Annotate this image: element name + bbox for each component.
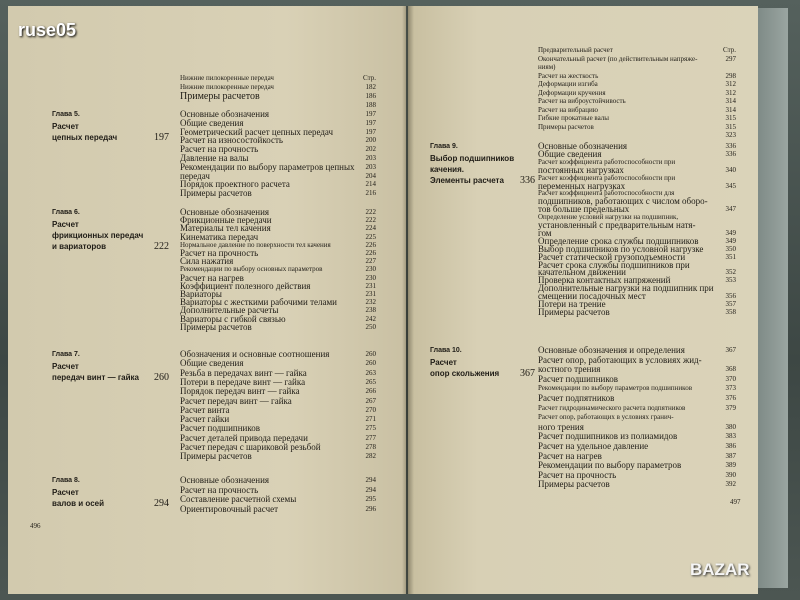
chapter-label: Глава 9. bbox=[430, 143, 458, 150]
toc-entry-text: костного трения bbox=[538, 364, 601, 375]
toc-page-number: 347 bbox=[725, 205, 736, 214]
toc-entry-text: Основные обозначения bbox=[180, 475, 270, 485]
toc-entry-text: Примеры расчетов bbox=[180, 188, 252, 199]
toc-entry-text: ниям) bbox=[538, 63, 556, 71]
page-number: 497 bbox=[730, 498, 741, 506]
toc-entry-text: гом bbox=[538, 227, 552, 238]
watermark-ruse05: ruse05 bbox=[18, 20, 77, 40]
chapter-label: Глава 6. bbox=[52, 209, 80, 216]
toc-page-number: 186 bbox=[365, 92, 376, 100]
toc-page-number: 182 bbox=[365, 83, 376, 91]
toc-entry-text: Расчет винта bbox=[180, 404, 230, 415]
toc-entry-text: Вариаторы с жесткими рабочими телами bbox=[180, 297, 337, 308]
toc-page-number: 352 bbox=[725, 268, 736, 277]
toc-page-number: 376 bbox=[725, 394, 736, 402]
toc-entry-text: Расчет подшипников bbox=[180, 423, 261, 434]
toc-entry-text: Расчет статической грузоподъемности bbox=[538, 251, 686, 262]
toc-entry-text: Расчет подшипников bbox=[538, 373, 619, 384]
toc-page-number: 358 bbox=[725, 307, 736, 316]
chapter-title: Расчет bbox=[52, 488, 79, 497]
toc-page-number: 373 bbox=[725, 384, 736, 393]
toc-page-number: 231 bbox=[365, 281, 376, 290]
toc-page-number: 204 bbox=[365, 171, 376, 180]
toc-page-number: Стр. bbox=[363, 74, 376, 82]
toc-entry-text: Примеры расчетов bbox=[538, 479, 610, 490]
toc-page-number: 250 bbox=[365, 322, 376, 331]
toc-page-number: 386 bbox=[725, 442, 736, 450]
toc-entry-text: Рекомендации по выбору параметров цепных bbox=[180, 161, 355, 172]
toc-entry-text: смещении посадочных мест bbox=[538, 291, 646, 302]
toc-page-number: 297 bbox=[725, 54, 736, 63]
toc-page-number: 390 bbox=[725, 470, 736, 479]
toc-page-number: 312 bbox=[725, 80, 736, 88]
toc-entry-text: Расчет на виброустойчивость bbox=[538, 97, 626, 105]
toc-entry-text: Нижние пилокоренные передач bbox=[180, 74, 274, 82]
toc-entry-text: Общие сведения bbox=[538, 148, 602, 159]
toc-entry-text: Нормальное давление по поверхности тел качения bbox=[180, 240, 331, 249]
toc-entry-text: Выбор подшипников по условной нагрузке bbox=[538, 243, 704, 254]
toc-entry-text: Примеры расчетов bbox=[180, 451, 252, 462]
toc-entry-text: Геометрический расчет цепных передач bbox=[180, 126, 334, 137]
toc-entry-text: Определение условий нагрузки на подшипник, bbox=[538, 213, 679, 222]
chapter-start-page: 222 bbox=[154, 241, 169, 252]
toc-page-number: 222 bbox=[365, 208, 376, 216]
toc-page-number: 349 bbox=[725, 236, 736, 245]
toc-entry-text: Вариаторы с гибкой связью bbox=[180, 313, 286, 324]
book-gutter bbox=[402, 6, 414, 594]
toc-entry-text: Порядок проектного расчета bbox=[180, 179, 290, 190]
toc-page-number: 216 bbox=[365, 189, 376, 198]
toc-entry-text: Примеры расчетов bbox=[538, 306, 610, 317]
toc-entry-text: Деформации изгиба bbox=[538, 80, 598, 88]
toc-entry-text: Нижние пилокоренные передач bbox=[180, 83, 274, 91]
book-cover-edge bbox=[758, 8, 788, 588]
toc-page-number: 387 bbox=[725, 451, 736, 460]
toc-entry-text: Расчет опор, работающих в условиях жид- bbox=[538, 354, 702, 365]
toc-page-number: 314 bbox=[725, 97, 736, 105]
toc-entry-text: переменных нагрузках bbox=[538, 180, 626, 191]
toc-page-number: 242 bbox=[365, 314, 376, 323]
toc-entry-text: Расчет передач с шариковой резьбой bbox=[180, 442, 321, 452]
toc-entry-text: Коэффициент полезного действия bbox=[180, 280, 311, 291]
toc-entry-text: Давление на валы bbox=[180, 153, 249, 163]
chapter-start-page: 336 bbox=[520, 175, 535, 186]
toc-page-number: 282 bbox=[365, 452, 376, 461]
chapter-title: Расчет bbox=[52, 220, 79, 229]
toc-page-number: 214 bbox=[365, 180, 376, 189]
toc-page-number: 315 bbox=[725, 114, 736, 122]
toc-entry-text: Расчет на прочность bbox=[538, 469, 617, 480]
toc-entry-text: Резьба в передачах винт — гайка bbox=[180, 367, 307, 378]
chapter-title: Расчет bbox=[430, 358, 457, 367]
chapter-start-page: 367 bbox=[520, 368, 535, 379]
toc-page-number: 200 bbox=[365, 136, 376, 145]
toc-page-number: 368 bbox=[725, 365, 736, 374]
toc-page-number: 389 bbox=[725, 461, 736, 470]
open-book bbox=[2, 6, 800, 598]
toc-page-number: 336 bbox=[725, 142, 736, 150]
chapter-title: фрикционных передач bbox=[52, 231, 144, 240]
chapter-label: Глава 7. bbox=[52, 351, 80, 358]
toc-entry-text: Расчет передач винт — гайка bbox=[180, 395, 292, 406]
toc-entry-text: тов больше предельных bbox=[538, 204, 630, 215]
toc-entry-text: передач bbox=[180, 170, 210, 181]
toc-entry-text: Потери в передаче винт — гайка bbox=[180, 376, 306, 387]
toc-page-number: 230 bbox=[365, 265, 376, 274]
toc-page-number: 353 bbox=[725, 276, 736, 285]
toc-entry-text: Рекомендации по выбору параметров bbox=[538, 460, 682, 471]
toc-page-number: 314 bbox=[725, 105, 736, 114]
toc-entry-text: Предварительный расчет bbox=[538, 46, 613, 54]
chapter-label: Глава 5. bbox=[52, 111, 80, 118]
toc-entry-text: Проверка контактных напряжений bbox=[538, 275, 671, 286]
chapter-title: опор скольжения bbox=[430, 369, 500, 378]
toc-entry-text: Сила нажатия bbox=[180, 256, 234, 267]
toc-page-number: 312 bbox=[725, 88, 736, 97]
toc-page-number: Стр. bbox=[723, 46, 736, 54]
chapter-title: Выбор подшипников bbox=[430, 154, 515, 163]
toc-page-number: 226 bbox=[365, 240, 376, 249]
toc-page-number: 231 bbox=[365, 290, 376, 298]
toc-entry-text: Общие сведения bbox=[180, 117, 244, 128]
right-page bbox=[408, 6, 758, 594]
toc-page-number: 349 bbox=[725, 228, 736, 237]
toc-page-number: 226 bbox=[365, 249, 376, 257]
toc-page-number: 315 bbox=[725, 122, 736, 131]
toc-page-number: 197 bbox=[365, 118, 376, 127]
toc-entry-text: Расчет гайки bbox=[180, 414, 230, 425]
toc-entry-text: Порядок передач винт — гайка bbox=[180, 386, 300, 397]
toc-page-number: 238 bbox=[365, 306, 376, 315]
toc-page-number: 298 bbox=[725, 71, 736, 80]
chapter-start-page: 197 bbox=[154, 132, 169, 143]
toc-entry-text: Расчет на жесткость bbox=[538, 71, 599, 80]
chapter-title: валов и осей bbox=[52, 499, 105, 508]
chapter-label: Глава 8. bbox=[52, 477, 80, 484]
toc-entry-text: Дополнительные нагрузки на подшипник при bbox=[538, 283, 714, 294]
toc-page-number: 203 bbox=[365, 162, 376, 171]
toc-page-number: 294 bbox=[365, 476, 376, 484]
chapter-title: Расчет bbox=[52, 122, 79, 131]
toc-entry-text: ного трения bbox=[538, 421, 584, 432]
toc-entry-text: Расчет на прочность bbox=[180, 144, 259, 155]
toc-page-number: 356 bbox=[725, 292, 736, 301]
toc-page-number: 265 bbox=[365, 377, 376, 386]
toc-entry-text: постоянных нагрузках bbox=[538, 164, 624, 175]
toc-entry-text: Расчет гидродинамического расчета подпятников bbox=[538, 403, 686, 412]
toc-entry-text: Расчет на прочность bbox=[180, 484, 259, 495]
toc-page-number: 336 bbox=[725, 149, 736, 158]
toc-entry-text: Расчет деталей привода передачи bbox=[180, 432, 308, 443]
toc-entry-text: Расчет на прочность bbox=[180, 248, 259, 258]
chapter-title: Элементы расчета bbox=[430, 176, 504, 185]
toc-page-number: 294 bbox=[365, 485, 376, 494]
toc-entry-text: Расчет подпятников bbox=[538, 393, 615, 403]
toc-entry-text: Расчет подшипников из полиамидов bbox=[538, 431, 678, 442]
toc-entry-text: Кинематика передач bbox=[180, 231, 259, 242]
toc-entry-text: Примеры расчетов bbox=[180, 91, 260, 102]
toc-entry-text: Расчет коэффициента работоспособности для bbox=[538, 189, 675, 198]
chapter-title: качения. bbox=[430, 165, 464, 174]
chapter-title: цепных передач bbox=[52, 133, 118, 142]
toc-page-number: 357 bbox=[725, 300, 736, 308]
toc-page-number: 197 bbox=[365, 110, 376, 118]
chapter-title: и вариаторов bbox=[52, 242, 107, 251]
toc-entry-text: Вариаторы bbox=[180, 289, 222, 299]
toc-page-number: 224 bbox=[365, 224, 376, 233]
toc-page-number: 260 bbox=[365, 350, 376, 358]
toc-entry-text: установленный с предварительным натя- bbox=[538, 220, 696, 230]
toc-entry-text: Расчет на нагрев bbox=[180, 272, 244, 283]
toc-entry-text: подшипников, работающих с числом оборо- bbox=[538, 196, 708, 207]
chapter-start-page: 294 bbox=[154, 498, 169, 509]
toc-entry-text: Основные обозначения bbox=[538, 141, 628, 151]
toc-entry-text: Потери на трение bbox=[538, 299, 606, 309]
toc-page-number: 278 bbox=[365, 443, 376, 451]
toc-entry-text: Расчет опор, работающих в условиях гранич- bbox=[538, 413, 674, 422]
toc-entry-text: Расчет на вибрацию bbox=[538, 105, 598, 114]
toc-page-number: 232 bbox=[365, 298, 376, 307]
toc-page-number: 367 bbox=[725, 346, 736, 354]
toc-entry-text: Обозначения и основные соотношения bbox=[180, 349, 330, 359]
toc-entry-text: Расчет коэффициента работоспособности при bbox=[538, 157, 676, 166]
watermark-bazar: BAZAR bbox=[690, 560, 750, 579]
toc-entry-text: Расчет на нагрев bbox=[538, 450, 602, 461]
toc-page-number: 188 bbox=[365, 101, 376, 109]
toc-entry-text: Ориентировочный расчет bbox=[180, 503, 279, 514]
toc-entry-text: Примеры расчетов bbox=[538, 122, 594, 131]
toc-page-number: 202 bbox=[365, 145, 376, 154]
toc-entry-text: Расчет срока службы подшипников при bbox=[538, 259, 690, 270]
toc-entry-text: Примеры расчетов bbox=[180, 321, 252, 332]
left-page bbox=[8, 6, 406, 594]
toc-page-number: 392 bbox=[725, 480, 736, 489]
toc-entry-text: Расчет на износостойкость bbox=[180, 135, 284, 146]
toc-page-number: 267 bbox=[365, 396, 376, 405]
toc-page-number: 263 bbox=[365, 368, 376, 377]
toc-page-number: 197 bbox=[365, 127, 376, 136]
toc-page-number: 345 bbox=[725, 181, 736, 190]
toc-page-number: 379 bbox=[725, 403, 736, 412]
toc-page-number: 271 bbox=[365, 415, 376, 424]
toc-page-number: 266 bbox=[365, 387, 376, 396]
toc-entry-text: Расчет коэффициента работоспособности при bbox=[538, 173, 676, 182]
toc-page-number: 350 bbox=[725, 244, 736, 253]
toc-entry-text: Гибкие прокатные валы bbox=[538, 114, 610, 122]
toc-entry-text: Определение срока службы подшипников bbox=[538, 235, 699, 246]
toc-page-number: 203 bbox=[365, 154, 376, 162]
toc-page-number: 225 bbox=[365, 232, 376, 241]
toc-page-number: 296 bbox=[365, 504, 376, 513]
toc-page-number: 380 bbox=[725, 422, 736, 431]
page-number: 496 bbox=[30, 522, 41, 530]
toc-page-number: 260 bbox=[365, 359, 376, 368]
toc-entry-text: Окончательный расчет (по действительным напряже- bbox=[538, 54, 698, 63]
toc-page-number: 277 bbox=[365, 433, 376, 442]
toc-page-number: 270 bbox=[365, 405, 376, 414]
toc-page-number: 370 bbox=[725, 374, 736, 383]
toc-entry-text: Дополнительные расчеты bbox=[180, 305, 279, 316]
toc-entry-text: Основные обозначения bbox=[180, 109, 270, 119]
toc-entry-text: Фрикционные передачи bbox=[180, 215, 272, 226]
toc-page-number: 222 bbox=[365, 216, 376, 225]
toc-page-number: 227 bbox=[365, 257, 376, 266]
chapter-title: Расчет bbox=[52, 362, 79, 371]
toc-entry-text: Расчет на удельное давление bbox=[538, 441, 649, 451]
toc-entry-text: Рекомендации по выбору параметров подшипников bbox=[538, 384, 693, 393]
toc-entry-text: Составление расчетной схемы bbox=[180, 494, 297, 504]
chapter-label: Глава 10. bbox=[430, 347, 462, 354]
toc-entry-text: Материалы тел качения bbox=[180, 223, 271, 234]
chapter-title: передач винт — гайка bbox=[52, 373, 139, 382]
toc-entry-text: Основные обозначения и определения bbox=[538, 345, 685, 355]
toc-entry-text: качательном движении bbox=[538, 267, 626, 278]
toc-page-number: 275 bbox=[365, 424, 376, 433]
toc-entry-text: Деформации кручения bbox=[538, 88, 606, 97]
toc-entry-text: Общие сведения bbox=[180, 358, 244, 369]
toc-page-number: 230 bbox=[365, 273, 376, 282]
toc-page-number: 340 bbox=[725, 165, 736, 174]
chapter-start-page: 260 bbox=[154, 372, 169, 383]
toc-page-number: 295 bbox=[365, 495, 376, 503]
toc-page-number: 383 bbox=[725, 432, 736, 441]
toc-page-number: 351 bbox=[725, 252, 736, 261]
toc-entry-text: Основные обозначения bbox=[180, 207, 270, 217]
toc-page-number: 323 bbox=[725, 131, 736, 139]
toc-entry-text: Рекомендации по выбору основных параметров bbox=[180, 265, 323, 274]
